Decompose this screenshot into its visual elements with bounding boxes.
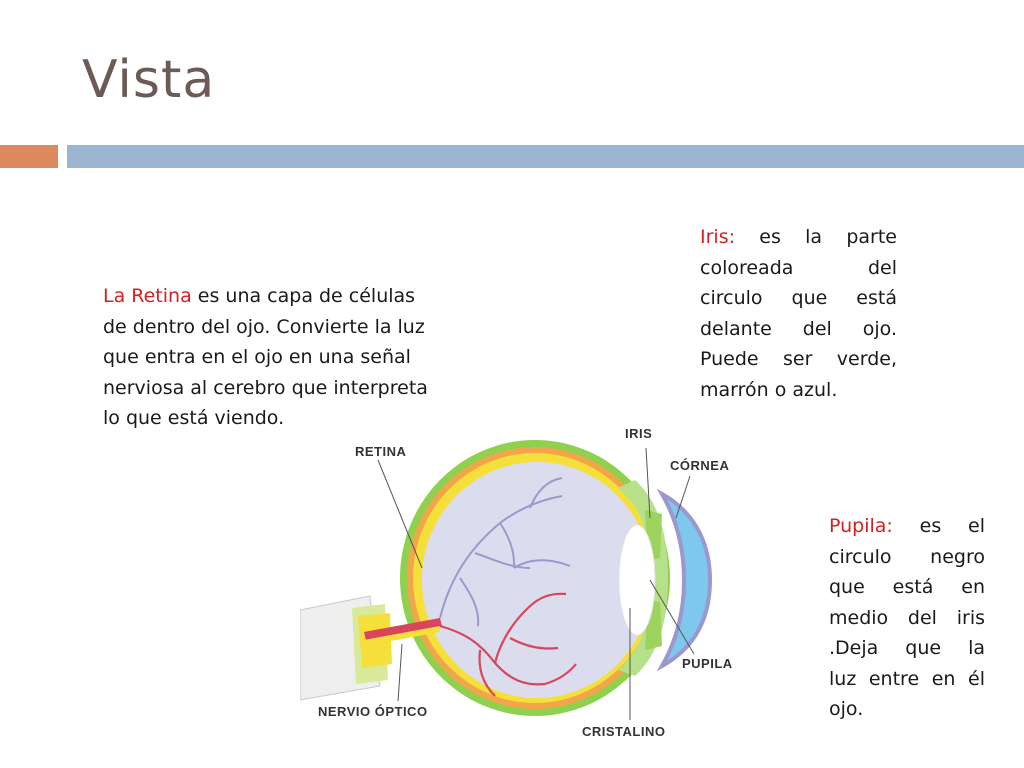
- iris-line-3: circulo que está: [700, 287, 897, 309]
- label-cornea: CÓRNEA: [670, 458, 730, 473]
- pupila-line-6: luz entre en él: [829, 667, 985, 690]
- iris-line-1: Iris: es la parte: [700, 226, 897, 248]
- label-retina: RETINA: [355, 444, 407, 459]
- iris-term: Iris:: [700, 226, 735, 248]
- pupila-term: Pupila:: [829, 515, 893, 537]
- pupila-description: [829, 511, 985, 725]
- retina-line-3: que entra en el ojo en una señal: [103, 346, 411, 368]
- accent-bar-orange: [0, 145, 58, 168]
- eye-diagram-svg: [300, 418, 770, 758]
- pupila-line-2: circulo negro: [829, 545, 985, 568]
- retina-line-1: La Retina es una capa de células: [103, 285, 416, 307]
- nervio-leader: [398, 644, 402, 701]
- label-iris: IRIS: [625, 426, 653, 441]
- pupila-line-3: que está en: [829, 576, 985, 598]
- iris-line-2: coloreada del: [700, 256, 897, 279]
- retina-line-4: nerviosa al cerebro que interpreta: [103, 376, 428, 399]
- accent-bar-blue: [67, 145, 1024, 168]
- iris-description: [700, 222, 897, 405]
- slide-title: Vista: [82, 50, 216, 110]
- pupila-line-4: medio del iris: [829, 606, 985, 629]
- retina-line-5: lo que está viendo.: [103, 407, 285, 429]
- eye-diagram: [300, 418, 770, 758]
- lens: [619, 525, 655, 635]
- vitreous-body: [422, 462, 652, 698]
- label-cristalino: CRISTALINO: [582, 724, 666, 739]
- pupila-line-5: .Deja que la: [829, 637, 985, 659]
- label-nervio-optico: NERVIO ÓPTICO: [318, 704, 428, 719]
- label-pupila: PUPILA: [682, 656, 733, 671]
- retina-term: La Retina: [103, 285, 192, 307]
- iris-line-6: marrón o azul.: [700, 378, 838, 401]
- iris-line-4: delante del ojo.: [700, 317, 897, 340]
- pupila-line-7: ojo.: [829, 698, 864, 720]
- iris-line-5: Puede ser verde,: [700, 348, 897, 370]
- retina-description: [103, 281, 475, 434]
- pupila-line-1: Pupila: es el: [829, 515, 985, 537]
- retina-line-2: de dentro del ojo. Convierte la luz: [103, 315, 425, 338]
